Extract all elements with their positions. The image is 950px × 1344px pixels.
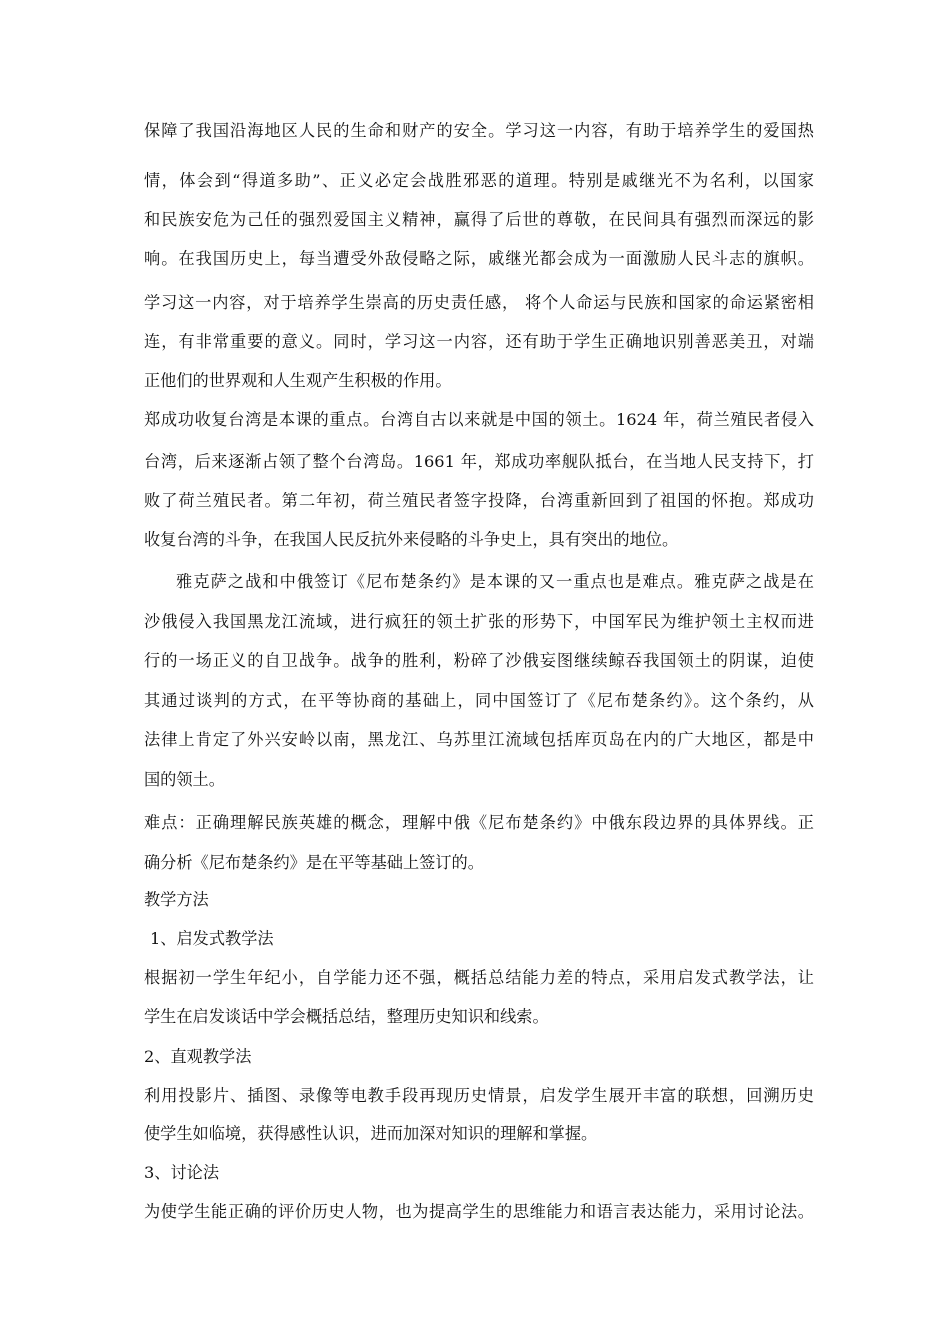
text-line: 难点：正确理解民族英雄的概念，理解中俄《尼布楚条约》中俄东段边界的具体界线。正 (144, 813, 814, 832)
text-line: 响。在我国历史上，每当遭受外敌侵略之际，戚继光都会成为一面激励人民斗志的旗帜。 (144, 249, 814, 268)
text-line: 收复台湾的斗争，在我国人民反抗外来侵略的斗争史上，具有突出的地位。 (144, 530, 679, 549)
text-line: 台湾，后来逐渐占领了整个台湾岛。1661 年，郑成功率舰队抵台，在当地人民支持下，打 (144, 452, 814, 471)
text-line: 雅克萨之战和中俄签订《尼布楚条约》是本课的又一重点也是难点。雅克萨之战是在 (176, 572, 814, 591)
text-line: 郑成功收复台湾是本课的重点。台湾自古以来就是中国的领土。1624 年，荷兰殖民者侵入 (144, 410, 814, 429)
text-line: 沙俄侵入我国黑龙江流域，进行疯狂的领土扩张的形势下，中国军民为维护领土主权而进 (144, 612, 814, 631)
text-line: 连，有非常重要的意义。同时，学习这一内容，还有助于学生正确地识别善恶美丑，对端 (144, 332, 814, 351)
text-line: 法律上肯定了外兴安岭以南，黑龙江、乌苏里江流域包括库页岛在内的广大地区，都是中 (144, 730, 814, 749)
text-line: 确分析《尼布楚条约》是在平等基础上签订的。 (144, 853, 484, 872)
method-heading: 1、启发式教学法 (150, 929, 274, 948)
text-line: 败了荷兰殖民者。第二年初，荷兰殖民者签字投降，台湾重新回到了祖国的怀抱。郑成功 (144, 491, 814, 510)
text-line: 情，体会到“得道多助”、正义必定会战胜邪恶的道理。特别是戚继光不为名利，以国家 (144, 171, 814, 190)
text-line: 和民族安危为己任的强烈爱国主义精神，赢得了后世的尊敬，在民间具有强烈而深远的影 (144, 210, 814, 229)
text-line: 根据初一学生年纪小，自学能力还不强，概括总结能力差的特点，采用启发式教学法，让 (144, 968, 814, 987)
method-heading: 2、直观教学法 (144, 1047, 252, 1066)
text-line: 保障了我国沿海地区人民的生命和财产的安全。学习这一内容，有助于培养学生的爱国热 (144, 121, 814, 140)
text-line: 国的领土。 (144, 770, 225, 789)
text-line: 使学生如临境，获得感性认识，进而加深对知识的理解和掌握。 (144, 1124, 598, 1143)
text-line: 为使学生能正确的评价历史人物，也为提高学生的思维能力和语言表达能力，采用讨论法。 (144, 1202, 814, 1221)
text-line: 学习这一内容，对于培养学生崇高的历史责任感， 将个人命运与民族和国家的命运紧密相 (144, 293, 814, 312)
method-heading: 3、讨论法 (144, 1163, 220, 1182)
text-line: 其通过谈判的方式，在平等协商的基础上，同中国签订了《尼布楚条约》。这个条约，从 (144, 691, 814, 710)
text-line: 学生在启发谈话中学会概括总结，整理历史知识和线索。 (144, 1007, 549, 1026)
text-line: 行的一场正义的自卫战争。战争的胜利，粉碎了沙俄妄图继续鲸吞我国领土的阴谋，迫使 (144, 651, 814, 670)
section-heading: 教学方法 (144, 890, 209, 909)
text-line: 正他们的世界观和人生观产生积极的作用。 (144, 371, 452, 390)
text-line: 利用投影片、插图、录像等电教手段再现历史情景，启发学生展开丰富的联想，回溯历史 (144, 1086, 814, 1105)
